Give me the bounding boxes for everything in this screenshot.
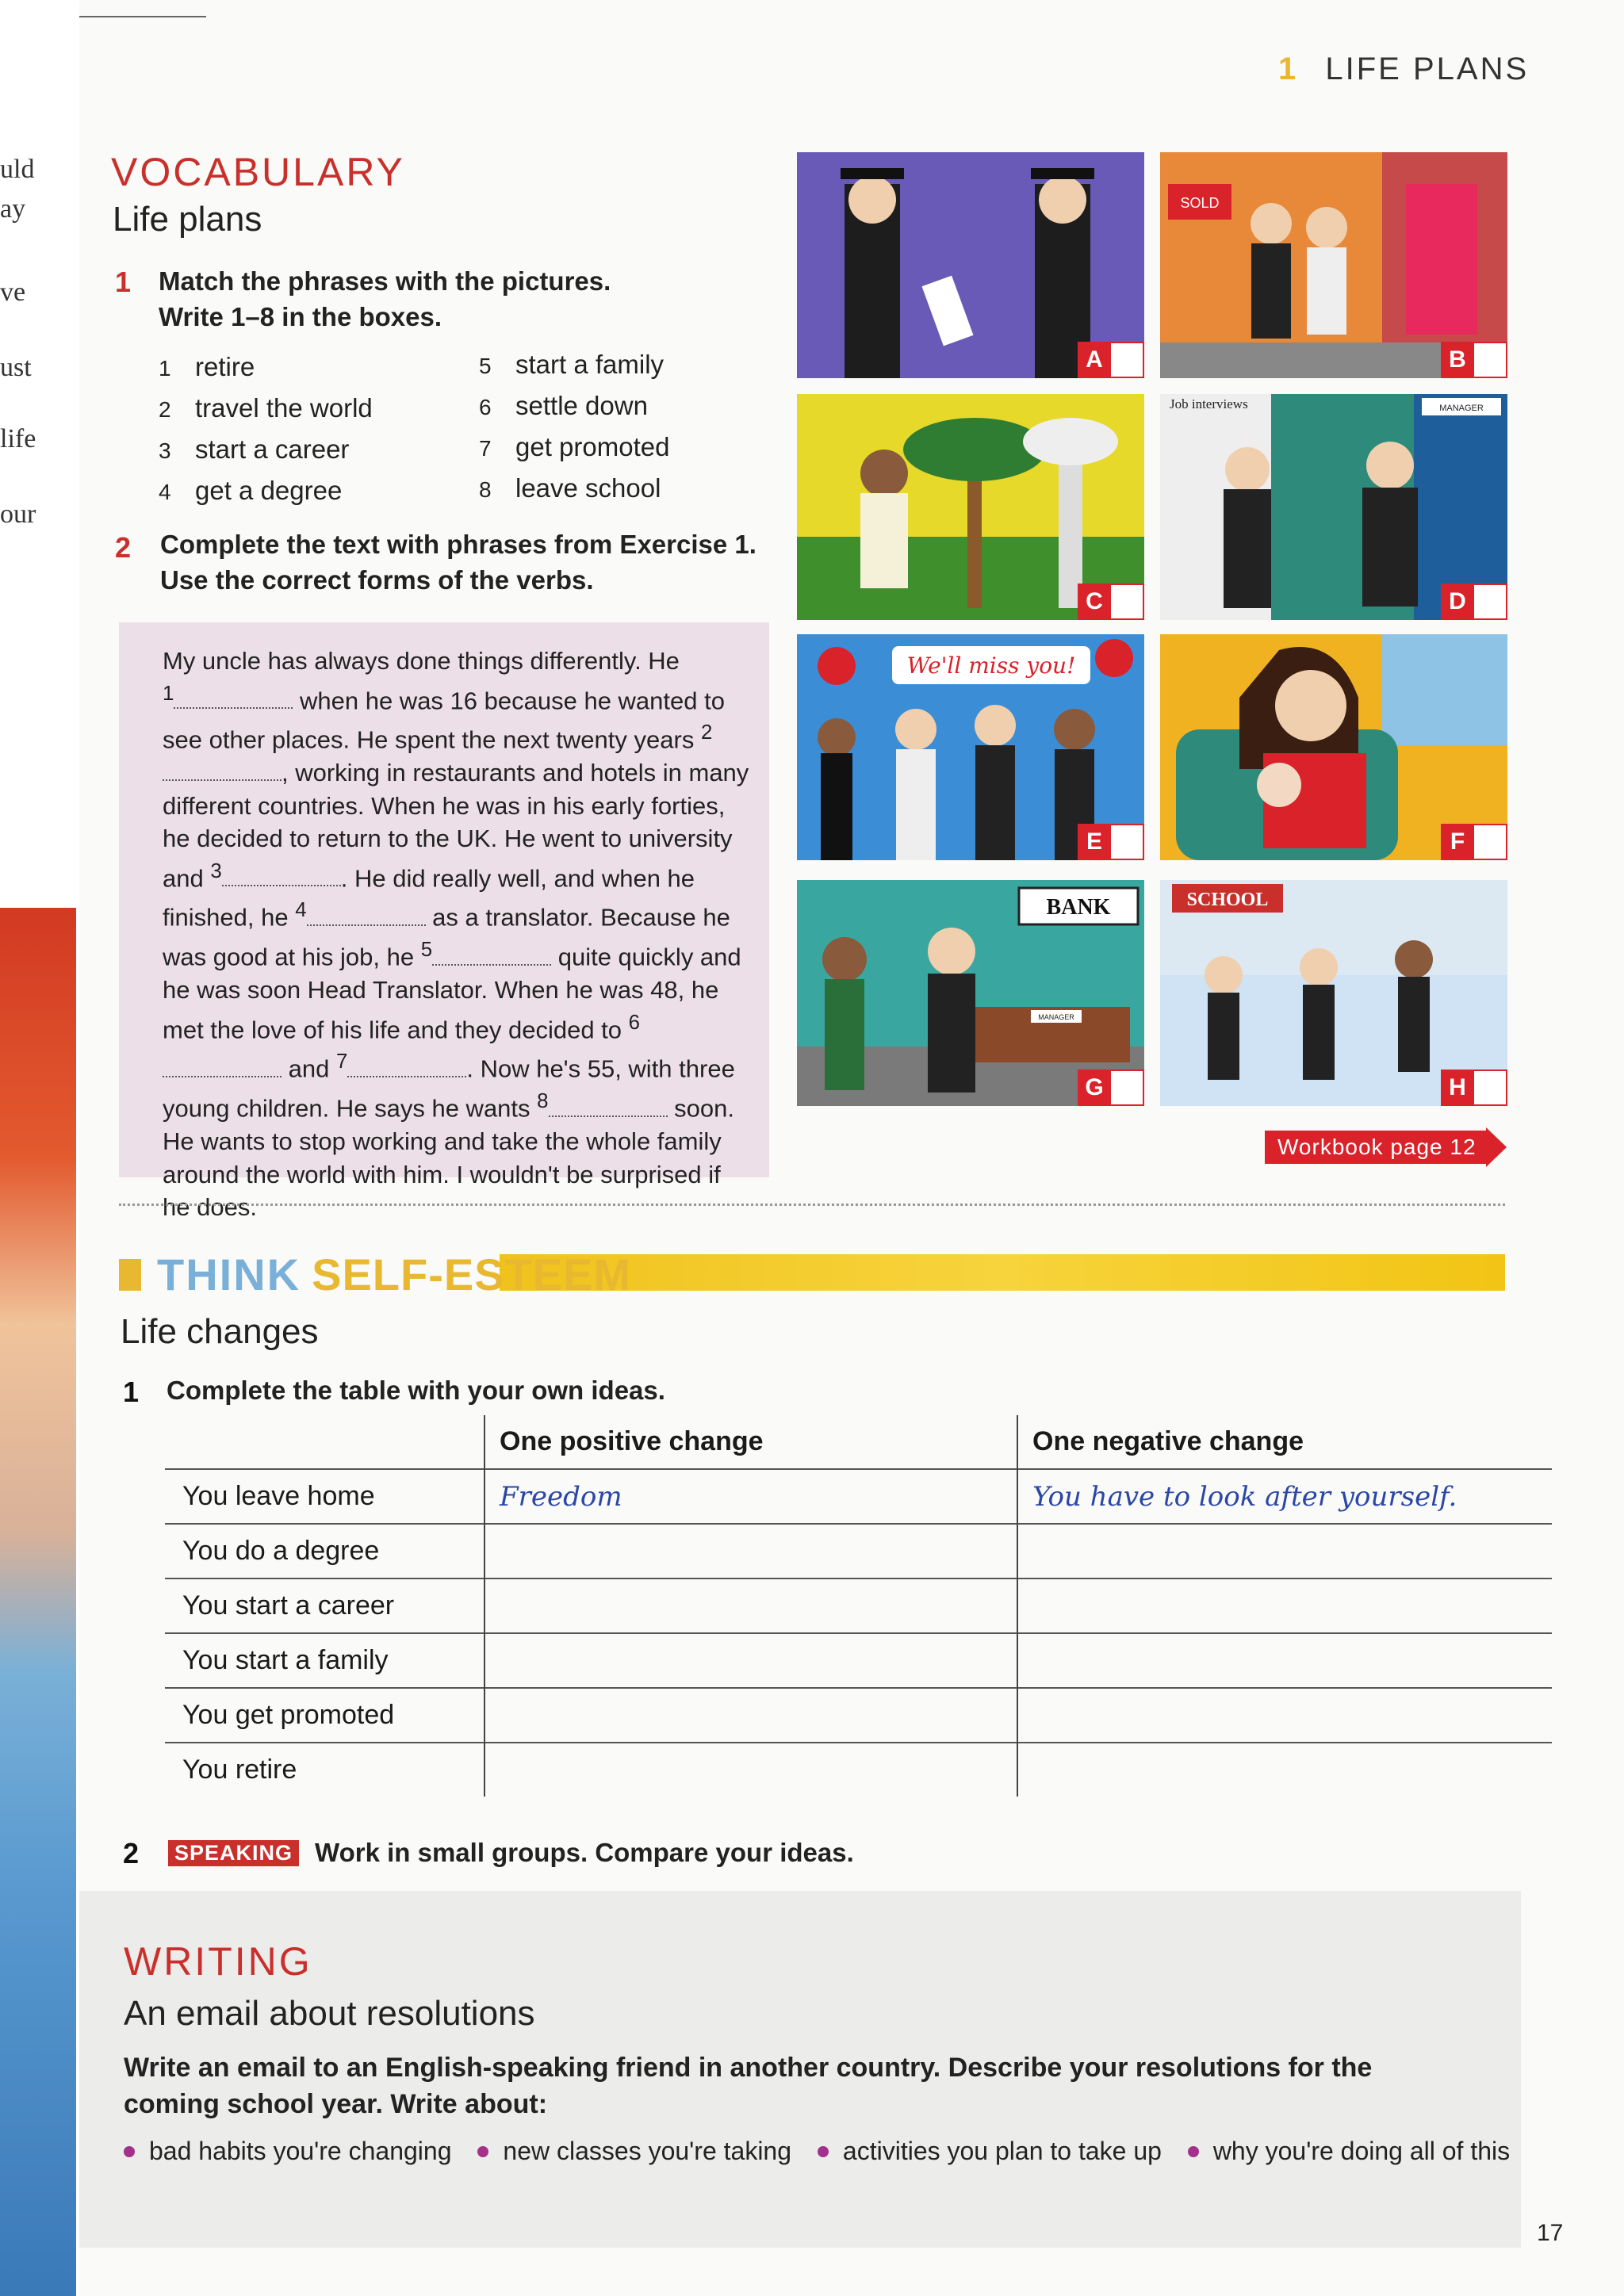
margin-fragment: our (0, 499, 36, 529)
phrase-item: 5 start a family (479, 350, 665, 379)
picture-c-travel (797, 394, 1144, 620)
answer-box[interactable]: A (1078, 342, 1144, 378)
answer-cell[interactable] (485, 1743, 1017, 1797)
margin-fragment: ay (0, 194, 26, 224)
exercise-number: 2 (123, 1837, 140, 1869)
farewell-banner-text: We'll miss you! (906, 652, 1076, 679)
answer-gap[interactable] (163, 757, 282, 781)
photo-edge (0, 908, 76, 2296)
phrase-list-left (159, 347, 373, 512)
answer-cell[interactable] (485, 1524, 1017, 1578)
answer-cell[interactable] (1017, 1688, 1552, 1743)
reading-text: My uncle has always done things differently. He $^1$ when he was 16 because he wanted to see other places. He spent the next twenty years $^2$, working in restaurants and hotels in many different countries. When he was in his early forties, he decided to return to the UK. He went to university and $^3$ . He did really well, and when he finished, he $^4$ as a translator. Because he was good at his job, he $^5$ quite quickly and he was soon Head Translator. When he was 48, he met the love of his life and they decided to $^6$ and $^7$ . Now he's 55, with three young children. He says he wants $^8$ soon. He wants to stop working and take the whole family around the world with him. I wouldn't be surprised if he does. (163, 647, 749, 1222)
answer-cell[interactable] (485, 1688, 1017, 1743)
phrase-item: 3 start a career (159, 434, 350, 464)
answer-cell[interactable]: You have to look after yourself. (1032, 1480, 1457, 1513)
row-label: You start a career (165, 1578, 485, 1633)
answer-gap[interactable] (163, 1054, 282, 1077)
phrase-item: 1 retire (159, 352, 255, 381)
phrase-item: 2 travel the world (159, 393, 373, 423)
margin-fragment: ve (0, 277, 26, 307)
think-heading (119, 1249, 631, 1300)
row-label: You leave home (165, 1469, 485, 1524)
answer-cell[interactable] (1017, 1633, 1552, 1688)
writing-subheading: An email about resolutions (124, 1994, 535, 2033)
phrase-item: 7 get promoted (479, 432, 670, 461)
instruction-line: Match the phrases with the pictures. (159, 266, 611, 296)
bank-sign-text: BANK (1046, 895, 1111, 920)
answer-box[interactable]: B (1441, 342, 1507, 378)
answer-box[interactable]: D (1441, 584, 1507, 620)
phrase-item: 8 leave school (479, 473, 661, 503)
instruction-line: Use the correct forms of the verbs. (160, 565, 594, 595)
answer-gap[interactable] (432, 942, 551, 966)
think-label: THINK (157, 1249, 301, 1299)
think-title: SELF-ESTEEM (312, 1249, 632, 1299)
table-row (165, 1633, 1552, 1688)
school-sign-text: SCHOOL (1186, 890, 1269, 910)
writing-instruction (124, 2049, 1372, 2122)
column-header: One negative change (1017, 1415, 1552, 1469)
vocabulary-heading: VOCABULARY (111, 150, 405, 194)
previous-page-strip (0, 0, 79, 2296)
exercise-instruction: Complete the table with your own ideas. (167, 1376, 665, 1405)
workbook-link[interactable] (1265, 1127, 1507, 1167)
phrase-item: 6 settle down (479, 391, 648, 420)
header-rule (79, 16, 206, 17)
answer-cell[interactable] (485, 1633, 1017, 1688)
column-header: One positive change (485, 1415, 1017, 1469)
reading-text-box (119, 622, 769, 1222)
answer-cell[interactable] (1017, 1743, 1552, 1797)
picture-f-family (1160, 634, 1507, 860)
answer-cell[interactable] (1017, 1524, 1552, 1578)
unit-header (1278, 52, 1529, 87)
picture-e-retire (797, 634, 1144, 860)
writing-heading: WRITING (124, 1939, 312, 1984)
instruction-line: Write 1–8 in the boxes. (159, 302, 442, 331)
speaking-badge: SPEAKING (168, 1840, 299, 1866)
answer-cell[interactable] (1017, 1578, 1552, 1633)
table-row (165, 1743, 1552, 1797)
manager-desk-text: MANAGER (1038, 1013, 1074, 1021)
answer-cell[interactable]: Freedom (500, 1480, 622, 1513)
page-number: 17 (1537, 2220, 1564, 2246)
unit-number: 1 (1278, 52, 1299, 86)
exercise-instruction (160, 526, 756, 598)
answer-gap[interactable] (549, 1093, 668, 1117)
picture-b-house (1160, 152, 1507, 378)
table-header-row (165, 1415, 1552, 1469)
unit-title: LIFE PLANS (1325, 52, 1530, 86)
margin-fragment: life (0, 424, 36, 453)
think-icon (119, 1259, 141, 1291)
answer-gap[interactable] (307, 902, 426, 926)
margin-fragment: ust (0, 353, 32, 382)
exercise-number: 2 (115, 531, 132, 564)
instruction-line: Write an email to an English-speaking friend in another country. Describe your resolutions for the (124, 2053, 1373, 2083)
picture-h-leave-school (1160, 880, 1507, 1106)
bullet-item: why you're doing all of this (1188, 2137, 1510, 2165)
writing-bullets (124, 2137, 1510, 2166)
writing-section (79, 1891, 1521, 2248)
row-label: You do a degree (165, 1524, 485, 1578)
bullet-item: bad habits you're changing (124, 2137, 452, 2165)
table-row (165, 1688, 1552, 1743)
table-row (165, 1469, 1552, 1524)
arrow-right-icon (1486, 1127, 1507, 1167)
vocabulary-subheading: Life plans (113, 200, 262, 239)
margin-fragment: uld (0, 155, 35, 184)
bullet-item: new classes you're taking (477, 2137, 791, 2165)
table-corner (165, 1415, 485, 1469)
section-divider (119, 1203, 1505, 1206)
workbook-label: Workbook page 12 (1265, 1131, 1486, 1164)
row-label: You retire (165, 1743, 485, 1797)
instruction-line: Complete the text with phrases from Exercise 1. (160, 530, 756, 559)
answer-box[interactable]: C (1078, 584, 1144, 620)
speaking-exercise (168, 1838, 854, 1868)
phrase-item: 4 get a degree (159, 476, 343, 505)
job-interviews-text: Job interviews (1170, 396, 1248, 411)
exercise-instruction (159, 263, 611, 335)
table-row (165, 1578, 1552, 1633)
phrase-list-right (479, 345, 669, 510)
think-subheading: Life changes (121, 1312, 319, 1351)
sold-sign-text: SOLD (1180, 195, 1220, 211)
bullet-item: activities you plan to take up (818, 2137, 1162, 2165)
row-label: You start a family (165, 1633, 485, 1688)
answer-box[interactable]: G (1078, 1070, 1144, 1106)
answer-gap[interactable] (347, 1054, 466, 1077)
answer-box[interactable]: F (1441, 824, 1507, 860)
answer-gap[interactable] (174, 685, 293, 709)
answer-box[interactable]: E (1078, 824, 1144, 860)
picture-g-career (797, 880, 1144, 1106)
manager-door-text: MANAGER (1439, 404, 1484, 413)
exercise-number: 1 (123, 1376, 140, 1408)
life-changes-table (165, 1415, 1552, 1797)
picture-d-interview (1160, 394, 1507, 620)
answer-box[interactable]: H (1441, 1070, 1507, 1106)
row-label: You get promoted (165, 1688, 485, 1743)
exercise-number: 1 (115, 266, 132, 298)
picture-a-graduation (797, 152, 1144, 378)
instruction-line: coming school year. Write about: (124, 2089, 548, 2119)
answer-cell[interactable] (485, 1578, 1017, 1633)
table-row (165, 1524, 1552, 1578)
exercise-instruction: Work in small groups. Compare your ideas. (315, 1838, 854, 1867)
answer-gap[interactable] (222, 863, 341, 886)
think-banner-bar (500, 1254, 1505, 1291)
